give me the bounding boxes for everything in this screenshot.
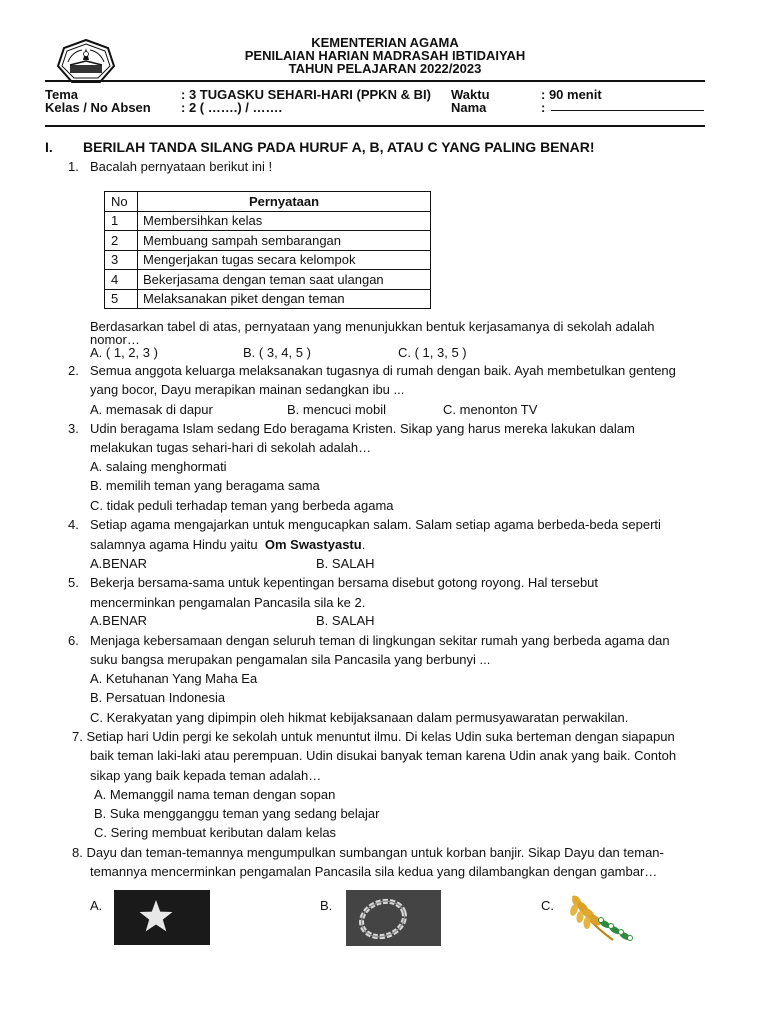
waktu-value: : 90 menit (541, 87, 602, 102)
rice-cotton-icon[interactable] (565, 890, 641, 947)
table-cell-no: 4 (105, 270, 138, 290)
q2-line-1: Semua anggota keluarga melaksanakan tugasnya di rumah dengan baik. Ayah membetulkan genteng (90, 363, 676, 378)
table-row (105, 231, 431, 251)
ministry-title: KEMENTERIAN AGAMA (311, 35, 459, 50)
section-heading (45, 139, 595, 155)
table-cell-no: 3 (105, 250, 138, 270)
tema-value: : 3 TUGASKU SEHARI-HARI (PPKN & BI) (181, 87, 431, 102)
table-header-row (105, 192, 431, 212)
q7-option-c[interactable]: C. Sering membuat keributan dalam kelas (94, 825, 337, 840)
q6-number: 6. (68, 633, 79, 648)
q4-line-2-text: salamnya agama Hindu yaitu (90, 537, 265, 552)
q3-line-1: Udin beragama Islam sedang Edo beragama Kristen. Sikap yang harus mereka lakukan dalam (90, 421, 635, 436)
table-row (105, 250, 431, 270)
q3-line-2: melakukan tugas sehari-hari di sekolah adalah… (90, 440, 372, 455)
header-rule-bottom (45, 125, 705, 127)
q4-line-2 (90, 537, 365, 552)
q1-option-a[interactable]: A. ( 1, 2, 3 ) (90, 345, 158, 360)
q4-option-b[interactable]: B. SALAH (316, 556, 375, 571)
q8-option-b[interactable]: B. (320, 898, 333, 913)
table-header-statement: Pernyataan (138, 192, 431, 212)
exam-title: PENILAIAN HARIAN MADRASAH IBTIDAIYAH (244, 48, 526, 63)
table-cell-statement: Membersihkan kelas (138, 211, 431, 231)
waktu-label: Waktu (451, 87, 490, 102)
q5-option-b[interactable]: B. SALAH (316, 613, 375, 628)
q2-option-c[interactable]: C. menonton TV (443, 402, 538, 417)
q1-text: Bacalah pernyataan berikut ini ! (90, 159, 273, 174)
q4-line-2-end: . (361, 537, 366, 552)
table-row (105, 211, 431, 231)
q7-line-3: sikap yang baik kepada teman adalah… (90, 768, 322, 783)
q4-line-1: Setiap agama mengajarkan untuk mengucapkan salam. Salam setiap agama berbeda-beda seperti (90, 517, 661, 532)
q3-option-b[interactable]: B. memilih teman yang beragama sama (90, 478, 320, 493)
kelas-label: Kelas / No Absen (45, 100, 151, 115)
table-row (105, 289, 431, 309)
section-title: BERILAH TANDA SILANG PADA HURUF A, B, ATAU C YANG PALING BENAR! (83, 139, 595, 155)
q8-option-a[interactable]: A. (90, 898, 103, 913)
table-cell-statement: Membuang sampah sembarangan (138, 231, 431, 251)
nama-fill-line[interactable] (551, 110, 704, 111)
star-icon[interactable] (114, 890, 210, 945)
table-row (105, 270, 431, 290)
q2-option-b[interactable]: B. mencuci mobil (287, 402, 386, 417)
q1-option-b[interactable]: B. ( 3, 4, 5 ) (243, 345, 311, 360)
table-cell-statement: Melaksanakan piket dengan teman (138, 289, 431, 309)
kelas-value: : 2 ( …….) / ……. (181, 100, 283, 115)
q3-number: 3. (68, 421, 79, 436)
table-cell-no: 5 (105, 289, 138, 309)
table-cell-statement: Bekerjasama dengan teman saat ulangan (138, 270, 431, 290)
q7-option-a[interactable]: A. Memanggil nama teman dengan sopan (94, 787, 336, 802)
q3-option-c[interactable]: C. tidak peduli terhadap teman yang berbeda agama (90, 498, 394, 513)
section-number: I. (45, 139, 53, 155)
q5-line-2: mencerminkan pengamalan Pancasila sila ke 2. (90, 595, 366, 610)
header-rule-top (45, 80, 705, 82)
q3-option-a[interactable]: A. salaing menghormati (90, 459, 227, 474)
nama-value: : (541, 100, 546, 115)
kemenag-logo (56, 38, 116, 84)
school-year: TAHUN PELAJARAN 2022/2023 (288, 61, 482, 76)
q1-number: 1. (68, 159, 79, 174)
tema-label: Tema (45, 87, 78, 102)
q8-line-2: temannya mencerminkan pengamalan Pancasila sila kedua yang dilambangkan dengan gambar… (90, 864, 658, 879)
q7-line-2: baik teman laki-laki atau perempuan. Udin disukai banyak teman karena Udin anak yang baik. Contoh (90, 748, 677, 763)
nama-label: Nama (451, 100, 487, 115)
q2-line-2: yang bocor, Dayu merapikan mainan sedangkan ibu ... (90, 382, 405, 397)
q1-followup-1: Berdasarkan tabel di atas, pernyataan yang menunjukkan bentuk kerjasamanya di sekolah adalah (90, 319, 655, 334)
q6-option-a[interactable]: A. Ketuhanan Yang Maha Ea (90, 671, 258, 686)
q6-line-1: Menjaga kebersamaan dengan seluruh teman di lingkungan sekitar rumah yang berbeda agama dan (90, 633, 670, 648)
table-cell-no: 1 (105, 211, 138, 231)
table-cell-no: 2 (105, 231, 138, 251)
q4-option-a[interactable]: A.BENAR (90, 556, 148, 571)
q1-followup-2: nomor… (90, 332, 140, 347)
q5-number: 5. (68, 575, 79, 590)
q7-option-b[interactable]: B. Suka mengganggu teman yang sedang belajar (94, 806, 380, 821)
statement-table (104, 191, 431, 309)
q7-line-1: 7. Setiap hari Udin pergi ke sekolah untuk menuntut ilmu. Di kelas Udin suka berteman dengan siapapun (72, 729, 675, 744)
chain-icon[interactable] (346, 890, 441, 946)
q4-number: 4. (68, 517, 79, 532)
q6-option-b[interactable]: B. Persatuan Indonesia (90, 690, 226, 705)
q6-line-2: suku bangsa merupakan pengamalan sila Pancasila yang berbunyi ... (90, 652, 491, 667)
q5-line-1: Bekerja bersama-sama untuk kepentingan bersama disebut gotong royong. Hal tersebut (90, 575, 599, 590)
q5-option-a[interactable]: A.BENAR (90, 613, 148, 628)
q6-option-c[interactable]: C. Kerakyatan yang dipimpin oleh hikmat kebijaksanaan dalam permusyawaratan perwakilan. (90, 710, 629, 725)
q4-greeting: Om Swastyastu (264, 537, 362, 552)
q1-option-c[interactable]: C. ( 1, 3, 5 ) (398, 345, 467, 360)
q8-line-1: 8. Dayu dan teman-temannya mengumpulkan sumbangan untuk korban banjir. Sikap Dayu dan teman- (72, 845, 664, 860)
table-header-no: No (105, 192, 138, 212)
table-cell-statement: Mengerjakan tugas secara kelompok (138, 250, 431, 270)
q8-option-c[interactable]: C. (541, 898, 554, 913)
q2-option-a[interactable]: A. memasak di dapur (90, 402, 213, 417)
q2-number: 2. (68, 363, 79, 378)
